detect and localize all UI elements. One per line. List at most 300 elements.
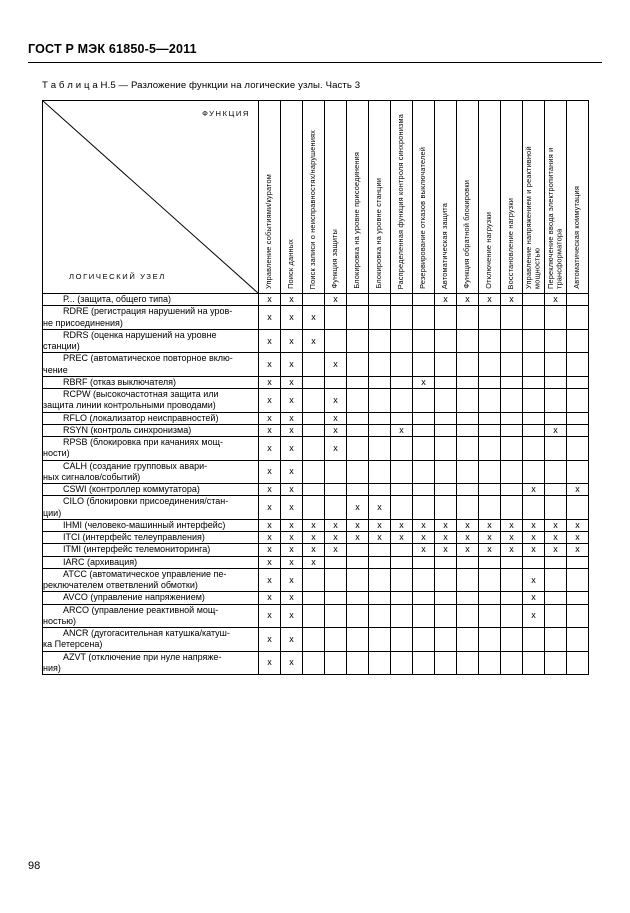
matrix-cell-empty [303,412,325,424]
matrix-cell-empty [347,389,369,413]
matrix-cell-marked: х [281,496,303,520]
column-header-2 [303,101,325,294]
matrix-cell-empty [347,651,369,675]
matrix-cell-empty [369,306,391,330]
matrix-cell-empty [391,329,413,353]
table-row [43,628,589,652]
column-header-6 [391,101,413,294]
matrix-cell-marked: х [281,329,303,353]
matrix-cell-marked: х [567,519,589,531]
matrix-cell-empty [479,604,501,628]
matrix-cell-empty [369,412,391,424]
matrix-cell-empty [567,437,589,461]
column-header-label: Восстановление нагрузки [506,197,516,289]
matrix-cell-empty [545,484,567,496]
matrix-cell-empty [523,437,545,461]
column-header-9 [457,101,479,294]
column-header-label: Управление напряжением и реактивной мощностью [524,146,542,289]
matrix-cell-empty [457,651,479,675]
matrix-cell-empty [347,424,369,436]
matrix-cell-empty [303,437,325,461]
matrix-cell-empty [347,294,369,306]
matrix-cell-empty [303,389,325,413]
matrix-cell-marked: х [281,437,303,461]
matrix-cell-empty [567,329,589,353]
matrix-cell-marked: х [259,306,281,330]
matrix-cell-empty [347,376,369,388]
matrix-header-row [43,101,589,294]
matrix-cell-empty [457,353,479,377]
matrix-cell-marked: х [259,376,281,388]
matrix-cell-marked: х [523,544,545,556]
matrix-cell-empty [303,376,325,388]
matrix-cell-empty [567,376,589,388]
matrix-cell-empty [479,412,501,424]
matrix-cell-empty [325,651,347,675]
matrix-cell-empty [347,592,369,604]
matrix-cell-empty [391,353,413,377]
matrix-cell-empty [413,592,435,604]
table-row [43,519,589,531]
matrix-cell-empty [303,424,325,436]
matrix-cell-empty [413,353,435,377]
matrix-cell-empty [369,329,391,353]
logical-node-label: ITCI (интерфейс телеуправления) [43,532,259,544]
table-row [43,484,589,496]
matrix-cell-empty [369,484,391,496]
matrix-cell-empty [545,389,567,413]
matrix-cell-marked: х [259,424,281,436]
matrix-cell-empty [325,496,347,520]
matrix-cell-empty [479,306,501,330]
logical-node-label: CILO (блокировки присоединения/стан- ции) [43,496,259,520]
matrix-cell-marked: х [347,519,369,531]
matrix-cell-empty [391,376,413,388]
matrix-cell-empty [303,568,325,592]
matrix-cell-empty [369,376,391,388]
table-row [43,592,589,604]
matrix-cell-empty [369,424,391,436]
matrix-cell-marked: х [523,519,545,531]
matrix-cell-empty [457,389,479,413]
column-header-label: Функция обратной блокировки [462,180,472,289]
matrix-cell-marked: х [281,424,303,436]
logical-node-label: RPSB (блокировка при качаниях мощ- ности) [43,437,259,461]
matrix-cell-empty [413,484,435,496]
matrix-cell-marked: х [413,532,435,544]
matrix-cell-marked: х [259,532,281,544]
column-header-label: Резервирование отказов выключателей [418,147,428,289]
matrix-cell-empty [369,460,391,484]
matrix-cell-empty [325,484,347,496]
matrix-cell-empty [567,294,589,306]
matrix-cell-marked: х [303,556,325,568]
matrix-cell-empty [347,568,369,592]
matrix-cell-marked: х [259,519,281,531]
matrix-cell-marked: х [567,532,589,544]
matrix-cell-empty [501,604,523,628]
column-header-label: Поиск записи о неисправностях/нарушениях [308,129,318,289]
matrix-cell-empty [369,389,391,413]
matrix-cell-empty [545,376,567,388]
matrix-cell-empty [303,496,325,520]
matrix-cell-empty [347,484,369,496]
matrix-cell-empty [325,329,347,353]
matrix-cell-empty [479,460,501,484]
matrix-cell-marked: х [259,460,281,484]
matrix-cell-marked: х [457,544,479,556]
matrix-cell-empty [545,556,567,568]
matrix-cell-empty [413,651,435,675]
matrix-cell-empty [435,628,457,652]
matrix-cell-empty [457,306,479,330]
matrix-cell-empty [325,460,347,484]
matrix-cell-empty [501,306,523,330]
column-header-label: Функция защиты [330,229,340,289]
matrix-cell-empty [325,592,347,604]
matrix-cell-empty [369,294,391,306]
matrix-cell-marked: х [259,604,281,628]
matrix-cell-marked: х [281,651,303,675]
matrix-cell-empty [479,556,501,568]
matrix-cell-empty [523,412,545,424]
matrix-cell-empty [501,376,523,388]
matrix-cell-marked: х [545,424,567,436]
logical-node-label: ATCC (автоматическое управление пе- реключателем ответвлений обмотки) [43,568,259,592]
matrix-cell-empty [435,437,457,461]
matrix-cell-empty [523,651,545,675]
matrix-cell-marked: х [281,389,303,413]
matrix-cell-empty [501,353,523,377]
column-header-label: Распределенная функция контроля синхронизма [396,113,406,289]
matrix-cell-empty [303,294,325,306]
matrix-cell-empty [435,460,457,484]
matrix-cell-empty [435,496,457,520]
matrix-cell-empty [457,592,479,604]
matrix-cell-marked: х [325,294,347,306]
matrix-cell-empty [479,329,501,353]
matrix-cell-empty [501,389,523,413]
matrix-cell-marked: х [479,532,501,544]
matrix-cell-empty [369,437,391,461]
matrix-cell-empty [523,460,545,484]
matrix-cell-empty [413,329,435,353]
logical-node-label: AVCO (управление напряжением) [43,592,259,604]
matrix-cell-empty [435,306,457,330]
matrix-cell-empty [413,437,435,461]
matrix-cell-empty [501,651,523,675]
column-header-7 [413,101,435,294]
column-header-4 [347,101,369,294]
column-header-label: Блокировка на уровне присоединения [352,152,362,289]
matrix-cell-marked: х [413,544,435,556]
matrix-cell-empty [545,604,567,628]
matrix-cell-empty [369,651,391,675]
matrix-cell-marked: х [501,294,523,306]
matrix-cell-marked: х [281,532,303,544]
matrix-cell-empty [413,424,435,436]
matrix-cell-marked: х [325,389,347,413]
matrix-cell-empty [545,353,567,377]
matrix-cell-empty [523,306,545,330]
matrix-cell-marked: х [303,519,325,531]
matrix-cell-empty [391,306,413,330]
matrix-cell-marked: х [479,544,501,556]
matrix-cell-marked: х [259,389,281,413]
matrix-cell-empty [369,592,391,604]
matrix-cell-empty [567,604,589,628]
matrix-cell-empty [501,568,523,592]
matrix-cell-empty [523,329,545,353]
matrix-cell-empty [435,592,457,604]
matrix-cell-empty [347,544,369,556]
matrix-cell-marked: х [259,437,281,461]
matrix-cell-empty [545,568,567,592]
matrix-body [43,294,589,675]
matrix-cell-empty [413,628,435,652]
matrix-cell-empty [457,556,479,568]
matrix-cell-marked: х [567,484,589,496]
matrix-cell-empty [391,628,413,652]
matrix-cell-marked: х [413,519,435,531]
matrix-cell-empty [391,437,413,461]
matrix-cell-empty [369,568,391,592]
matrix-cell-empty [347,628,369,652]
matrix-cell-marked: х [259,556,281,568]
matrix-cell-empty [479,484,501,496]
matrix-cell-marked: х [347,532,369,544]
matrix-cell-empty [479,389,501,413]
matrix-cell-empty [457,412,479,424]
matrix-cell-marked: х [435,532,457,544]
matrix-cell-marked: х [369,532,391,544]
column-header-0 [259,101,281,294]
logical-node-label: RCPW (высокочастотная защита или защита линии контрольными проводами) [43,389,259,413]
matrix-cell-empty [391,651,413,675]
matrix-cell-empty [501,496,523,520]
corner-function-label: ФУНКЦИЯ [202,109,250,118]
matrix-cell-empty [501,592,523,604]
table-caption: Т а б л и ц а Н.5 — Разложение функции на логические узлы. Часть 3 [42,80,361,91]
table-row [43,496,589,520]
matrix-cell-empty [523,424,545,436]
matrix-cell-empty [501,484,523,496]
matrix-cell-empty [545,592,567,604]
matrix-cell-empty [479,496,501,520]
table-row [43,532,589,544]
matrix-cell-empty [479,437,501,461]
logical-node-label: PREC (автоматическое повторное вклю- чение [43,353,259,377]
matrix-cell-empty [523,628,545,652]
matrix-cell-empty [325,568,347,592]
matrix-cell-empty [391,544,413,556]
matrix-cell-empty [347,556,369,568]
matrix-cell-empty [413,306,435,330]
column-header-3 [325,101,347,294]
matrix-cell-empty [457,604,479,628]
matrix-cell-empty [413,496,435,520]
matrix-cell-marked: х [545,532,567,544]
matrix-cell-empty [545,412,567,424]
matrix-cell-empty [501,460,523,484]
table-row [43,460,589,484]
matrix-cell-marked: х [303,329,325,353]
matrix-cell-empty [523,294,545,306]
matrix-cell-empty [567,556,589,568]
matrix-cell-empty [457,568,479,592]
matrix-cell-marked: х [391,424,413,436]
matrix-cell-empty [567,460,589,484]
matrix-cell-marked: х [501,544,523,556]
matrix-cell-empty [391,592,413,604]
matrix-cell-empty [303,460,325,484]
matrix-cell-marked: х [281,519,303,531]
matrix-cell-marked: х [523,532,545,544]
matrix-cell-empty [303,651,325,675]
matrix-cell-empty [391,389,413,413]
matrix-cell-marked: х [259,353,281,377]
column-header-1 [281,101,303,294]
matrix-cell-marked: х [281,556,303,568]
table-row [43,306,589,330]
matrix-cell-empty [369,604,391,628]
matrix-cell-empty [479,353,501,377]
matrix-cell-empty [457,460,479,484]
matrix-cell-marked: х [325,519,347,531]
column-header-11 [501,101,523,294]
matrix-cell-marked: х [281,604,303,628]
column-header-label: Автоматическая коммутация [572,186,582,289]
matrix-cell-empty [457,484,479,496]
logical-node-label: RDRE (регистрация нарушений на уров- не присоединения) [43,306,259,330]
matrix-cell-empty [523,389,545,413]
matrix-cell-empty [391,496,413,520]
matrix-cell-empty [501,412,523,424]
matrix-cell-marked: х [567,544,589,556]
matrix-cell-empty [435,376,457,388]
matrix-cell-marked: х [303,306,325,330]
matrix-cell-empty [413,389,435,413]
matrix-cell-marked: х [281,592,303,604]
column-header-10 [479,101,501,294]
matrix-cell-empty [567,651,589,675]
matrix-cell-marked: х [325,412,347,424]
matrix-cell-marked: х [325,437,347,461]
table-row [43,294,589,306]
matrix-cell-empty [347,329,369,353]
matrix-cell-empty [435,556,457,568]
matrix-cell-empty [369,544,391,556]
matrix-cell-empty [479,628,501,652]
column-header-5 [369,101,391,294]
table-row [43,604,589,628]
logical-node-label: RSYN (контроль синхронизма) [43,424,259,436]
matrix-cell-empty [413,556,435,568]
matrix-cell-empty [391,484,413,496]
matrix-cell-empty [457,496,479,520]
matrix-cell-empty [303,592,325,604]
table-row [43,437,589,461]
matrix-cell-empty [479,424,501,436]
column-header-13 [545,101,567,294]
matrix-cell-marked: х [435,294,457,306]
matrix-cell-empty [545,329,567,353]
matrix-cell-marked: х [545,294,567,306]
column-header-label: Управление событиями/куратом [264,173,274,289]
matrix-cell-marked: х [435,544,457,556]
matrix-cell-empty [303,628,325,652]
matrix-cell-empty [435,484,457,496]
page-title: ГОСТ Р МЭК 61850-5—2011 [28,42,197,56]
corner-logical-node-label: ЛОГИЧЕСКИЙ УЗЕЛ [69,272,166,281]
matrix-cell-marked: х [523,568,545,592]
matrix-cell-empty [391,604,413,628]
logical-node-label: CSWI (контроллер коммутатора) [43,484,259,496]
logical-node-label: RBRF (отказ выключателя) [43,376,259,388]
matrix-cell-empty [303,604,325,628]
matrix-cell-empty [523,556,545,568]
matrix-cell-empty [567,568,589,592]
matrix-cell-empty [457,376,479,388]
matrix-cell-empty [325,306,347,330]
table-row [43,651,589,675]
matrix-cell-empty [303,353,325,377]
logical-node-label: ITMI (интерфейс телемониторинга) [43,544,259,556]
matrix-cell-empty [325,556,347,568]
matrix-cell-empty [347,412,369,424]
matrix-cell-marked: х [303,544,325,556]
matrix-cell-empty [523,496,545,520]
matrix-cell-empty [457,437,479,461]
matrix-cell-marked: х [479,519,501,531]
matrix-cell-empty [567,628,589,652]
matrix-cell-marked: х [281,412,303,424]
table-row [43,329,589,353]
matrix-cell-empty [457,628,479,652]
table-row [43,424,589,436]
matrix-cell-empty [501,628,523,652]
matrix-cell-marked: х [391,532,413,544]
matrix-cell-marked: х [479,294,501,306]
matrix-cell-empty [567,306,589,330]
matrix-cell-marked: х [259,329,281,353]
matrix-cell-empty [413,412,435,424]
logical-node-label: IHMI (человеко-машинный интерфейс) [43,519,259,531]
matrix-cell-empty [325,604,347,628]
matrix-cell-marked: х [259,568,281,592]
matrix-cell-empty [479,376,501,388]
table-row [43,353,589,377]
matrix-cell-empty [567,424,589,436]
matrix-cell-empty [347,353,369,377]
column-header-label: Поиск данных [286,239,296,289]
matrix-cell-marked: х [347,496,369,520]
matrix-cell-empty [545,460,567,484]
matrix-cell-marked: х [281,568,303,592]
table-row [43,376,589,388]
matrix-cell-empty [435,353,457,377]
matrix-cell-marked: х [435,519,457,531]
logical-node-label: ANCR (дугогасительная катушка/катуш- ка Петерсена) [43,628,259,652]
matrix-cell-empty [391,412,413,424]
matrix-cell-empty [347,604,369,628]
matrix-cell-empty [369,628,391,652]
matrix-cell-empty [567,496,589,520]
matrix-cell-marked: х [281,460,303,484]
matrix-cell-empty [325,376,347,388]
matrix-cell-empty [545,651,567,675]
logical-node-label: RFLO (локализатор неисправностей) [43,412,259,424]
